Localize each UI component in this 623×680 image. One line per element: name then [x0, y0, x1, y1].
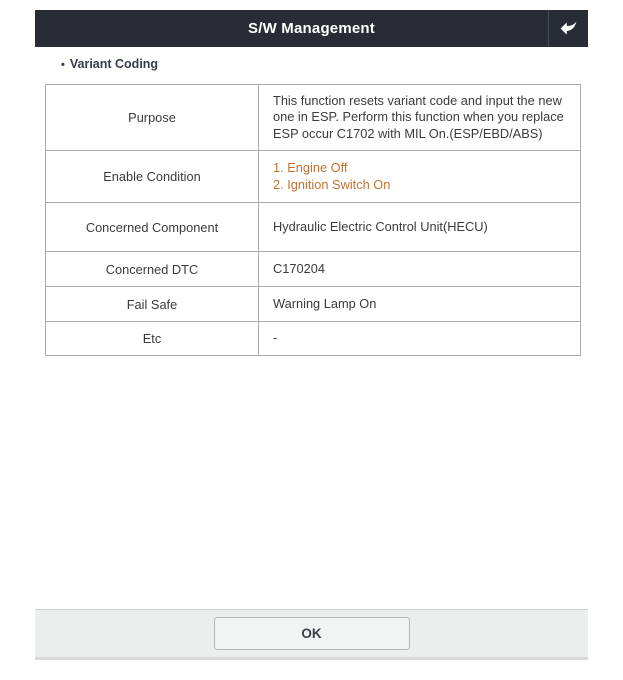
- ok-button[interactable]: OK: [214, 617, 410, 650]
- table-row-etc: [46, 322, 581, 356]
- return-arrow-icon: [558, 18, 579, 39]
- info-table: [45, 84, 581, 356]
- row-value: C170204: [259, 252, 581, 287]
- row-value: [259, 151, 581, 203]
- row-label: Fail Safe: [46, 287, 259, 322]
- row-label: Concerned Component: [46, 203, 259, 252]
- row-label: Enable Condition: [46, 151, 259, 203]
- footer-bar: [35, 609, 588, 657]
- row-label: Etc: [46, 322, 259, 356]
- section-title: [35, 47, 588, 71]
- row-value: Hydraulic Electric Control Unit(HECU): [259, 203, 581, 252]
- row-value: This function resets variant code and input the new one in ESP. Perform this function when you replace ESP occur C1702 with MIL On.(ESP/EBD/ABS): [259, 85, 581, 151]
- bullet-icon: •: [61, 59, 65, 71]
- table-row-enable-condition: [46, 151, 581, 203]
- window-bottom-shadow: [35, 657, 588, 660]
- section-title-label: Variant Coding: [69, 57, 159, 71]
- enable-condition-line-1: 1. Engine Off: [273, 160, 348, 175]
- app-window: [35, 10, 588, 660]
- table-row-concerned-component: [46, 203, 581, 252]
- table-row-fail-safe: [46, 287, 581, 322]
- row-value: Warning Lamp On: [259, 287, 581, 322]
- row-value: -: [259, 322, 581, 356]
- back-button[interactable]: [548, 10, 588, 47]
- row-label: Concerned DTC: [46, 252, 259, 287]
- table-row-concerned-dtc: [46, 252, 581, 287]
- enable-condition-line-2: 2. Ignition Switch On: [273, 176, 391, 192]
- header-bar: [35, 10, 588, 47]
- table-row-purpose: [46, 85, 581, 151]
- row-label: Purpose: [46, 85, 259, 151]
- main-content: [35, 47, 588, 609]
- page-title: S/W Management: [248, 20, 375, 37]
